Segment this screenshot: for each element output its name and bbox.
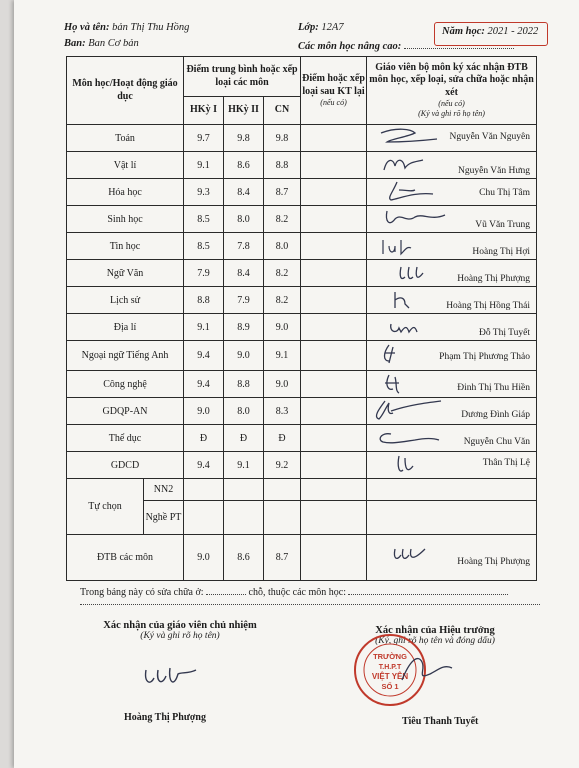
hk2-cell: Đ: [224, 425, 264, 452]
teacher-cell: [367, 314, 537, 341]
report-card-sheet: [14, 0, 579, 768]
header-average: Điểm trung bình hoặc xếp loại các môn: [184, 57, 301, 97]
track-value: Ban Cơ bản: [88, 38, 139, 49]
hk2-cell: 7.8: [224, 233, 264, 260]
track-line: [64, 38, 139, 49]
class-label: Lớp:: [298, 22, 319, 33]
hk1-cell: 9.0: [184, 398, 224, 425]
hk2-cell: 7.9: [224, 287, 264, 314]
table-row: [67, 152, 537, 179]
retest-cell: [301, 233, 367, 260]
overall-row: [67, 535, 537, 581]
retest-cell: [301, 206, 367, 233]
corrections-text-2: chỗ, thuộc các môn học:: [248, 587, 346, 598]
retest-cell: [301, 125, 367, 152]
header-retest: Điểm hoặc xếp loại sau KT lại (nếu có): [301, 57, 367, 125]
teacher-name: Hoàng Thị Hồng Thái: [446, 301, 531, 311]
teacher-cell: [367, 535, 537, 581]
table-row: [67, 287, 537, 314]
retest-cell: [301, 287, 367, 314]
hk1-cell: 8.5: [184, 233, 224, 260]
year-line: [442, 26, 538, 37]
overall-cn: 8.7: [264, 535, 301, 581]
retest-cell: [301, 260, 367, 287]
subject-cell: Địa lí: [67, 314, 184, 341]
cn-cell: 8.2: [264, 287, 301, 314]
seal-line-1: TRƯỜNG: [373, 652, 407, 661]
teacher-name: Đinh Thị Thu Hiền: [457, 383, 531, 393]
signature-mark: [389, 290, 415, 312]
overall-label: ĐTB các môn: [67, 535, 184, 581]
subject-cell: Thể dục: [67, 425, 184, 452]
hk2-cell: 8.0: [224, 398, 264, 425]
name-value: bản Thị Thu Hồng: [112, 22, 190, 33]
teacher-name: Dương Đình Giáp: [461, 410, 531, 420]
homeroom-signature: [142, 662, 202, 692]
teacher-name: Chu Thị Tâm: [479, 188, 531, 198]
subject-cell: Ngữ Văn: [67, 260, 184, 287]
signature-mark: [393, 454, 417, 478]
overall-hk1: 9.0: [184, 535, 224, 581]
signature-mark: [369, 399, 445, 423]
hk2-cell: 8.9: [224, 314, 264, 341]
homeroom-confirm: [80, 620, 280, 641]
hk2-cell: 8.4: [224, 179, 264, 206]
teacher-name: Hoàng Thị Hợi: [472, 247, 531, 257]
teacher-name: Đỗ Thị Tuyết: [478, 328, 531, 338]
subject-cell: Toán: [67, 125, 184, 152]
signature-mark: [379, 343, 399, 365]
table-row: [67, 452, 537, 479]
header-teacher: Giáo viên bộ môn ký xác nhận ĐTB môn học, xếp loại, sửa chữa hoặc nhận xét (nếu có) (Ký và ghi rõ họ tên): [367, 57, 537, 125]
hk1-cell: 9.7: [184, 125, 224, 152]
table-row: [67, 233, 537, 260]
table-row: [67, 425, 537, 452]
retest-cell: [301, 179, 367, 206]
retest-cell: [301, 535, 367, 581]
subject-cell: Tin học: [67, 233, 184, 260]
hk1-cell: 8.5: [184, 206, 224, 233]
teacher-cell: [367, 260, 537, 287]
retest-cell: [301, 152, 367, 179]
advanced-label: Các môn học nâng cao:: [298, 41, 402, 52]
cn-cell: 8.8: [264, 152, 301, 179]
hk2-cell: 8.4: [224, 260, 264, 287]
homeroom-note: (Ký và ghi rõ họ tên): [140, 631, 220, 641]
teacher-cell: [367, 152, 537, 179]
hk1-cell: Đ: [184, 425, 224, 452]
cn-cell: 9.1: [264, 341, 301, 371]
teacher-cell: [367, 206, 537, 233]
corrections-text-1: Trong bảng này có sửa chữa ở:: [80, 587, 204, 598]
hk2-cell: 8.8: [224, 371, 264, 398]
cn-cell: 8.0: [264, 233, 301, 260]
subject-cell: Ngoại ngữ Tiếng Anh: [67, 341, 184, 371]
table-row: [67, 341, 537, 371]
teacher-cell: [367, 341, 537, 371]
teacher-name: Hoàng Thị Phượng: [457, 557, 531, 567]
header-hk2: HKỳ II: [224, 97, 264, 125]
elective-row-1: [67, 479, 537, 501]
retest-cell: [301, 425, 367, 452]
subject-cell: Lịch sử: [67, 287, 184, 314]
principal-name: Tiêu Thanh Tuyết: [402, 716, 479, 727]
cn-cell: Đ: [264, 425, 301, 452]
retest-cell: [301, 314, 367, 341]
subject-cell: GDQP-AN: [67, 398, 184, 425]
advanced-line: [298, 41, 514, 52]
hk1-cell: 9.1: [184, 314, 224, 341]
subject-cell: GDCD: [67, 452, 184, 479]
cn-cell: 8.2: [264, 260, 301, 287]
cn-cell: 9.2: [264, 452, 301, 479]
class-line: [298, 22, 344, 33]
teacher-name: Phạm Thị Phương Thảo: [439, 352, 531, 362]
hk1-cell: 7.9: [184, 260, 224, 287]
hk2-cell: 9.1: [224, 452, 264, 479]
teacher-cell: [367, 398, 537, 425]
signature-mark: [377, 127, 447, 149]
homeroom-name: Hoàng Thị Phượng: [124, 712, 206, 723]
elective-label: Tự chọn: [67, 479, 144, 535]
signature-mark: [395, 263, 429, 285]
teacher-cell: [367, 233, 537, 260]
teacher-name: Vũ Văn Trung: [475, 220, 531, 230]
year-label: Năm học:: [442, 26, 485, 37]
hk2-cell: 8.0: [224, 206, 264, 233]
corrections-line: [80, 587, 508, 598]
hk1-cell: 9.4: [184, 371, 224, 398]
subject-cell: Công nghệ: [67, 371, 184, 398]
table-row: [67, 398, 537, 425]
hk1-cell: 9.4: [184, 341, 224, 371]
table-row: [67, 206, 537, 233]
teacher-cell: [367, 425, 537, 452]
teacher-cell: [367, 287, 537, 314]
signature-mark: [377, 236, 417, 258]
hk1-cell: 8.8: [184, 287, 224, 314]
subject-cell: Sinh học: [67, 206, 184, 233]
hk1-cell: 9.1: [184, 152, 224, 179]
signature-mark: [381, 373, 405, 395]
table-row: [67, 125, 537, 152]
elective-nn2: NN2: [144, 479, 184, 501]
teacher-name: Hoàng Thị Phượng: [457, 274, 531, 284]
cn-cell: 9.0: [264, 314, 301, 341]
retest-cell: [301, 452, 367, 479]
hk1-cell: 9.3: [184, 179, 224, 206]
retest-cell: [301, 398, 367, 425]
cn-cell: 8.2: [264, 206, 301, 233]
teacher-cell: [367, 179, 537, 206]
subject-cell: Vật lí: [67, 152, 184, 179]
track-label: Ban:: [64, 38, 86, 49]
grade-table: [66, 56, 537, 581]
hk2-cell: 8.6: [224, 152, 264, 179]
seal-line-2: T.H.P.T: [378, 664, 402, 671]
cn-cell: 8.7: [264, 179, 301, 206]
class-value: 12A7: [321, 22, 344, 33]
hk2-cell: 9.8: [224, 125, 264, 152]
signature-mark: [379, 207, 454, 231]
teacher-name: Nguyễn Chu Văn: [463, 437, 531, 447]
seal-line-4: SỐ 1: [381, 682, 399, 691]
subject-cell: Hóa học: [67, 179, 184, 206]
teacher-cell: [367, 371, 537, 398]
hk1-cell: 9.4: [184, 452, 224, 479]
teacher-cell: [367, 452, 537, 479]
name-label: Họ và tên:: [64, 22, 110, 33]
header-cn: CN: [264, 97, 301, 125]
signature-mark: [379, 154, 429, 176]
signature-mark: [381, 180, 441, 204]
header-hk1: HKỳ I: [184, 97, 224, 125]
signature-mark: [391, 543, 431, 565]
student-name-line: [64, 22, 189, 33]
principal-signature: [396, 650, 456, 690]
cn-cell: 9.8: [264, 125, 301, 152]
signature-mark: [387, 318, 427, 338]
hk2-cell: 9.0: [224, 341, 264, 371]
signature-mark: [371, 428, 443, 448]
table-row: [67, 371, 537, 398]
teacher-name: Thân Thị Lệ: [482, 458, 531, 468]
table-row: [67, 260, 537, 287]
seal-line-3: VIỆT YÊN: [371, 672, 409, 681]
header-subject: Môn học/Hoạt động giáo dục: [67, 57, 184, 125]
overall-hk2: 8.6: [224, 535, 264, 581]
teacher-name: Nguyễn Văn Nguyên: [449, 132, 531, 142]
principal-title: Xác nhận của Hiệu trưởng: [375, 625, 495, 636]
teacher-cell: [367, 125, 537, 152]
homeroom-title: Xác nhận của giáo viên chủ nhiệm: [103, 620, 257, 631]
cn-cell: 9.0: [264, 371, 301, 398]
table-row: [67, 314, 537, 341]
elective-nghe-pt: Nghề PT: [144, 501, 184, 535]
teacher-name: Nguyễn Văn Hưng: [458, 166, 531, 176]
cn-cell: 8.3: [264, 398, 301, 425]
retest-cell: [301, 371, 367, 398]
table-row: [67, 179, 537, 206]
principal-note: (Ký, ghi rõ họ tên và đóng dấu): [375, 636, 495, 646]
retest-cell: [301, 341, 367, 371]
year-value: 2021 - 2022: [487, 26, 539, 37]
